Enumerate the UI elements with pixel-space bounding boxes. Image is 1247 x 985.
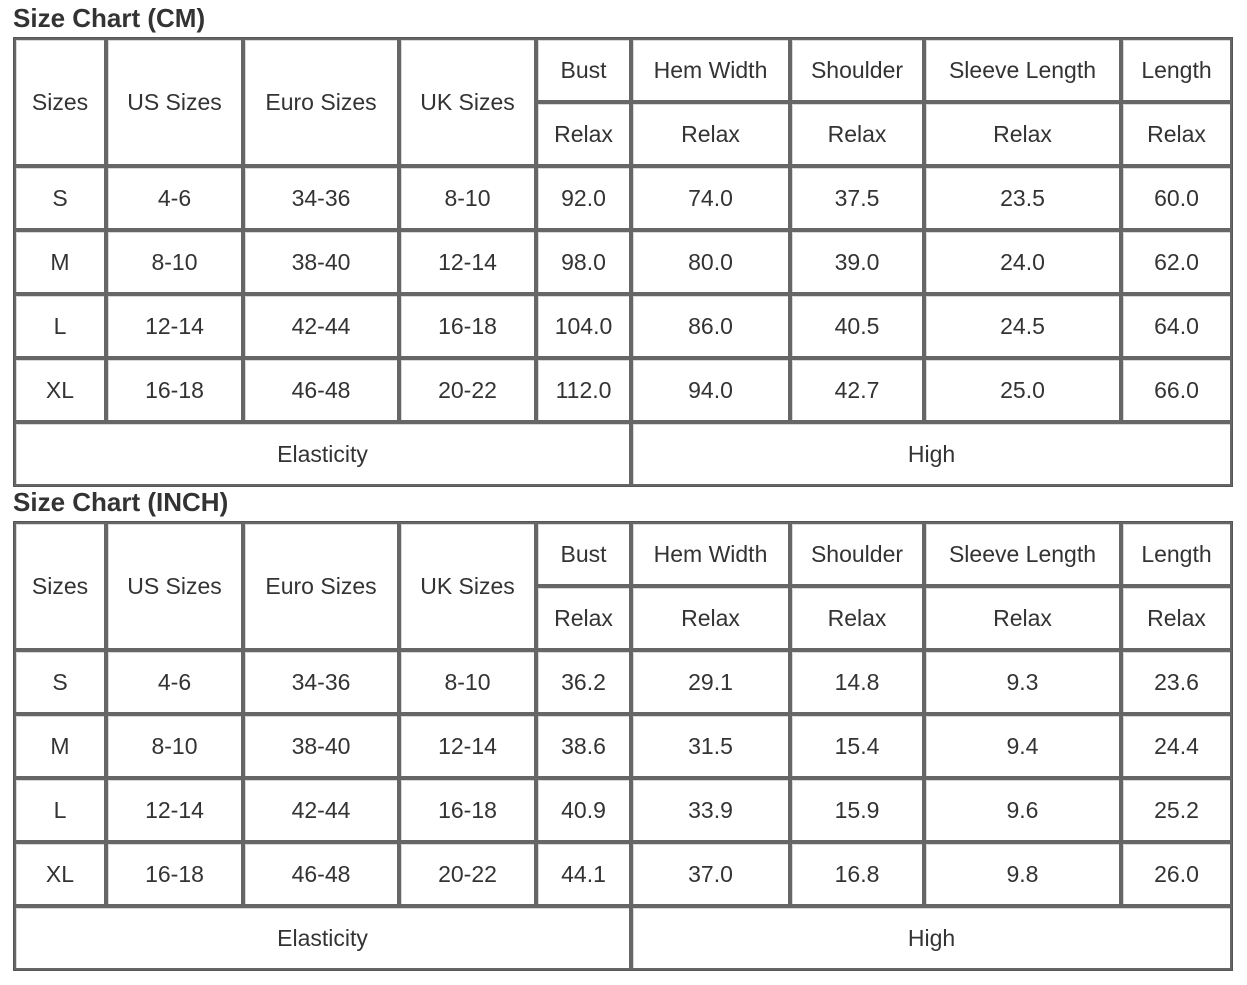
table-cell: S xyxy=(14,166,106,230)
table-cell: 36.2 xyxy=(536,650,631,714)
table-cell: 37.0 xyxy=(631,842,790,906)
table-cell: XL xyxy=(14,842,106,906)
table-cell: 8-10 xyxy=(106,714,243,778)
table-cell: 9.8 xyxy=(924,842,1121,906)
table-cell: 9.4 xyxy=(924,714,1121,778)
fit-length: Relax xyxy=(1121,586,1232,650)
table-cell: 20-22 xyxy=(399,842,536,906)
table-cell: 20-22 xyxy=(399,358,536,422)
table-cell: 40.9 xyxy=(536,778,631,842)
fit-sleeve-length: Relax xyxy=(924,102,1121,166)
fit-sleeve-length: Relax xyxy=(924,586,1121,650)
table-cell: 34-36 xyxy=(243,166,399,230)
table-cell: 12-14 xyxy=(399,714,536,778)
table-cell: 80.0 xyxy=(631,230,790,294)
fit-hem-width: Relax xyxy=(631,586,790,650)
table-cell: 92.0 xyxy=(536,166,631,230)
elasticity-row xyxy=(14,422,1232,486)
table-cell: 112.0 xyxy=(536,358,631,422)
table-cell: 66.0 xyxy=(1121,358,1232,422)
header-length: Length xyxy=(1121,522,1232,586)
table-row xyxy=(14,230,1232,294)
table-cell: 42-44 xyxy=(243,294,399,358)
fit-length: Relax xyxy=(1121,102,1232,166)
header-hem-width: Hem Width xyxy=(631,38,790,102)
table-cell: 16-18 xyxy=(106,358,243,422)
table-cell: 12-14 xyxy=(106,778,243,842)
table-cell: 38.6 xyxy=(536,714,631,778)
table-cell: 38-40 xyxy=(243,714,399,778)
table-cell: S xyxy=(14,650,106,714)
table-cell: 24.4 xyxy=(1121,714,1232,778)
header-row xyxy=(14,522,1232,586)
table-cell: 16-18 xyxy=(106,842,243,906)
table-cell: 25.0 xyxy=(924,358,1121,422)
table-cell: 24.0 xyxy=(924,230,1121,294)
header-shoulder: Shoulder xyxy=(790,38,924,102)
header-bust: Bust xyxy=(536,38,631,102)
table-cell: 46-48 xyxy=(243,358,399,422)
table-cell: 16.8 xyxy=(790,842,924,906)
header-shoulder: Shoulder xyxy=(790,522,924,586)
size-chart-cm-table xyxy=(13,37,1233,487)
table-cell: L xyxy=(14,778,106,842)
header-sleeve-length: Sleeve Length xyxy=(924,522,1121,586)
table-row xyxy=(14,714,1232,778)
size-chart-inch-title: Size Chart (INCH) xyxy=(13,487,229,517)
table-cell: 23.6 xyxy=(1121,650,1232,714)
table-row xyxy=(14,842,1232,906)
table-cell: 98.0 xyxy=(536,230,631,294)
table-row xyxy=(14,294,1232,358)
table-cell: 29.1 xyxy=(631,650,790,714)
table-cell: 8-10 xyxy=(399,166,536,230)
table-cell: 31.5 xyxy=(631,714,790,778)
table-cell: 8-10 xyxy=(399,650,536,714)
table-cell: 14.8 xyxy=(790,650,924,714)
table-cell: 16-18 xyxy=(399,778,536,842)
header-us-sizes: US Sizes xyxy=(106,38,243,166)
table-cell: M xyxy=(14,714,106,778)
fit-bust: Relax xyxy=(536,586,631,650)
table-cell: 4-6 xyxy=(106,650,243,714)
elasticity-row xyxy=(14,906,1232,970)
header-hem-width: Hem Width xyxy=(631,522,790,586)
table-cell: 38-40 xyxy=(243,230,399,294)
table-cell: 64.0 xyxy=(1121,294,1232,358)
table-cell: 25.2 xyxy=(1121,778,1232,842)
elasticity-value: High xyxy=(631,422,1232,486)
table-cell: 37.5 xyxy=(790,166,924,230)
fit-shoulder: Relax xyxy=(790,102,924,166)
header-us-sizes: US Sizes xyxy=(106,522,243,650)
header-uk-sizes: UK Sizes xyxy=(399,522,536,650)
table-cell: 33.9 xyxy=(631,778,790,842)
table-cell: 42-44 xyxy=(243,778,399,842)
table-cell: 86.0 xyxy=(631,294,790,358)
fit-hem-width: Relax xyxy=(631,102,790,166)
table-cell: XL xyxy=(14,358,106,422)
elasticity-label: Elasticity xyxy=(14,422,631,486)
table-cell: 9.6 xyxy=(924,778,1121,842)
header-length: Length xyxy=(1121,38,1232,102)
table-cell: 42.7 xyxy=(790,358,924,422)
table-cell: M xyxy=(14,230,106,294)
table-cell: 24.5 xyxy=(924,294,1121,358)
header-uk-sizes: UK Sizes xyxy=(399,38,536,166)
table-cell: 8-10 xyxy=(106,230,243,294)
table-cell: 4-6 xyxy=(106,166,243,230)
table-row xyxy=(14,166,1232,230)
elasticity-value: High xyxy=(631,906,1232,970)
header-bust: Bust xyxy=(536,522,631,586)
table-cell: 26.0 xyxy=(1121,842,1232,906)
table-row xyxy=(14,358,1232,422)
size-chart-cm-title: Size Chart (CM) xyxy=(13,3,206,33)
header-euro-sizes: Euro Sizes xyxy=(243,522,399,650)
table-cell: 12-14 xyxy=(106,294,243,358)
table-cell: 23.5 xyxy=(924,166,1121,230)
table-cell: 16-18 xyxy=(399,294,536,358)
table-cell: 104.0 xyxy=(536,294,631,358)
table-cell: 46-48 xyxy=(243,842,399,906)
table-cell: 40.5 xyxy=(790,294,924,358)
table-row xyxy=(14,778,1232,842)
header-row xyxy=(14,38,1232,102)
fit-bust: Relax xyxy=(536,102,631,166)
header-sleeve-length: Sleeve Length xyxy=(924,38,1121,102)
header-euro-sizes: Euro Sizes xyxy=(243,38,399,166)
table-cell: 15.9 xyxy=(790,778,924,842)
table-cell: 9.3 xyxy=(924,650,1121,714)
header-sizes: Sizes xyxy=(14,38,106,166)
fit-shoulder: Relax xyxy=(790,586,924,650)
table-cell: 34-36 xyxy=(243,650,399,714)
table-cell: L xyxy=(14,294,106,358)
size-chart-inch-table xyxy=(13,521,1233,971)
table-cell: 94.0 xyxy=(631,358,790,422)
table-cell: 74.0 xyxy=(631,166,790,230)
header-sizes: Sizes xyxy=(14,522,106,650)
table-cell: 62.0 xyxy=(1121,230,1232,294)
table-cell: 39.0 xyxy=(790,230,924,294)
table-cell: 44.1 xyxy=(536,842,631,906)
elasticity-label: Elasticity xyxy=(14,906,631,970)
table-cell: 15.4 xyxy=(790,714,924,778)
table-row xyxy=(14,650,1232,714)
table-cell: 12-14 xyxy=(399,230,536,294)
table-cell: 60.0 xyxy=(1121,166,1232,230)
